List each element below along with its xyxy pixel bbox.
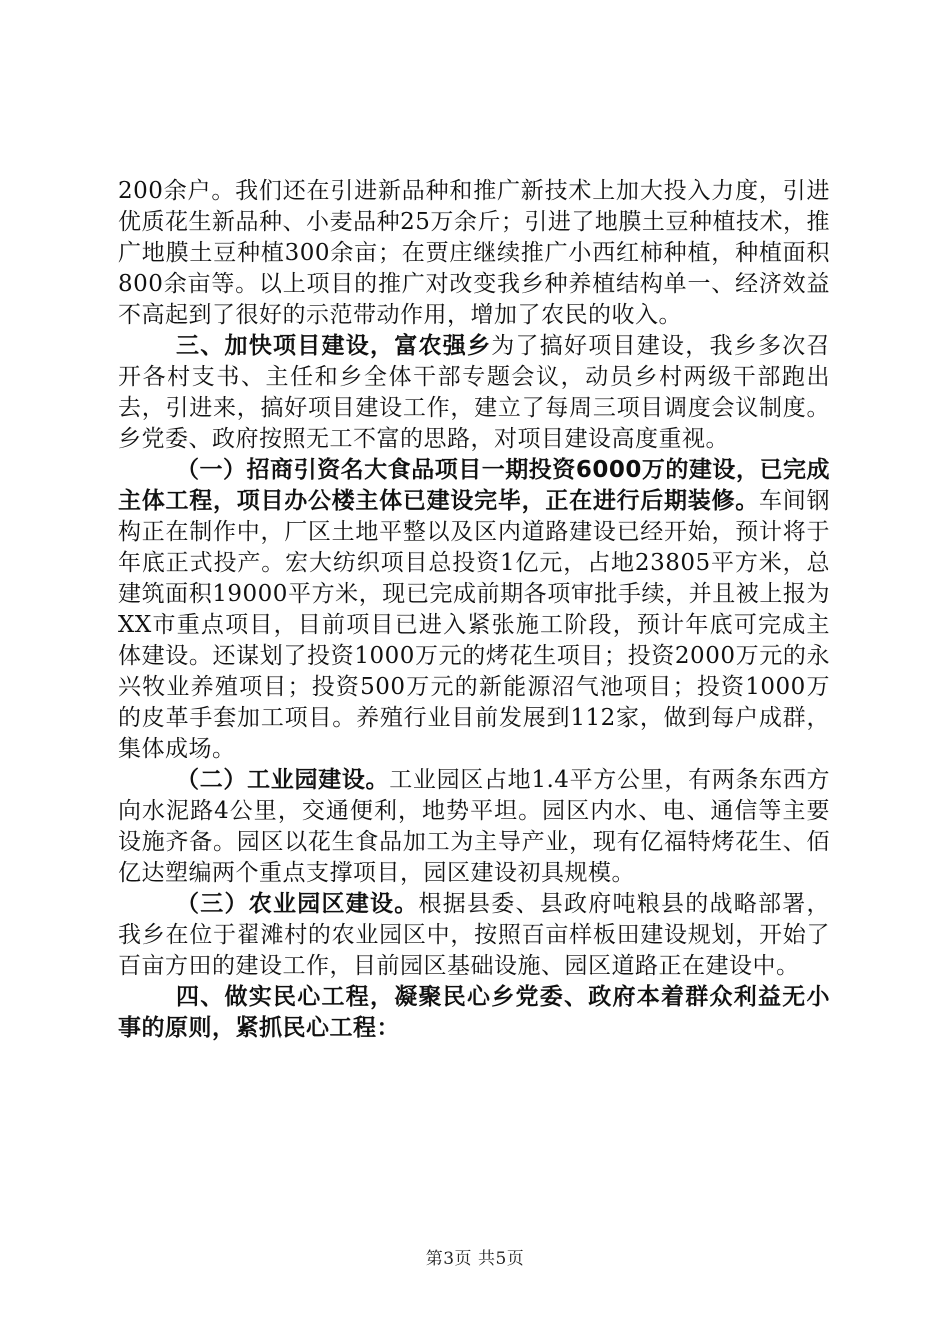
section-3-text: 为了搞好项目建设，我乡多次召开各村支书、主任和乡全体干部专题会议，动员乡村两级干部跑出去，引进来，搞好项目建设工作，建立了每周三项目调度会议制度。乡党委、政府按照无工不富的思路，对项目建设高度重视。 <box>118 333 830 452</box>
paragraph-5 <box>118 889 830 982</box>
section-4-text: 乡党委、政府本着群众利益无小事的原则，紧抓民心工程： <box>118 984 830 1041</box>
paragraph-1-text: 200余户。我们还在引进新品种和推广新技术上加大投入力度，引进优质花生新品种、小麦品种25万余斤；引进了地膜土豆种植技术，推广地膜土豆种植300余亩；在贾庄继续推广小西红柿种植，种植面积800余亩等。以上项目的推广对改变我乡种养植结构单一、经济效益不高起到了很好的示范带动作用，增加了农民的收入。 <box>118 178 830 328</box>
subsection-heading-2: （二）工业园建设。 <box>176 767 390 793</box>
section-heading-3: 三、加快项目建设，富农强乡 <box>176 333 492 359</box>
paragraph-2 <box>118 331 830 455</box>
subsection-3-text: 根据县委、县政府吨粮县的战略部署，我乡在位于翟滩村的农业园区中，按照百亩样板田建设规划，开始了百亩方田的建设工作，目前园区基础设施、园区道路正在建设中。 <box>118 891 830 979</box>
paragraph-3 <box>118 455 830 765</box>
page-number-footer: 第3页 共5页 <box>425 1249 525 1269</box>
section-heading-4: 四、做实民心工程，凝聚民心 <box>176 984 492 1010</box>
paragraph-6 <box>118 982 830 1044</box>
subsection-2-text: 工业园区占地1.4平方公里，有两条东西方向水泥路4公里，交通便利，地势平坦。园区内水、电、通信等主要设施齐备。园区以花生食品加工为主导产业，现有亿福特烤花生、佰亿达塑编两个重点支撑项目，园区建设初具规模。 <box>118 767 831 886</box>
document-body <box>118 176 830 1044</box>
subsection-heading-1: （一）招商引资名大食品项目一期投资6000万的建设，已完成主体工程，项目办公楼主体已建设完毕，正在进行后期装修。 <box>118 457 830 514</box>
subsection-1-text: 车间钢构正在制作中，厂区土地平整以及区内道路建设已经开始，预计将于年底正式投产。宏大纺织项目总投资1亿元，占地23805平方米，总建筑面积19000平方米，现已完成前期各项审批手续，并且被上报为XX市重点项目，目前项目已进入紧张施工阶段，预计年底可完成主体建设。还谋划了投资1000万元的烤花生项目；投资2000万元的永兴牧业养殖项目；投资500万元的新能源沼气池项目；投资1000万的皮革手套加工项目。养殖行业目前发展到112家，做到每户成群，集体成场。 <box>118 488 831 762</box>
subsection-heading-3: （三）农业园区建设。 <box>176 891 419 917</box>
paragraph-4 <box>118 765 830 889</box>
paragraph-1 <box>118 176 830 331</box>
